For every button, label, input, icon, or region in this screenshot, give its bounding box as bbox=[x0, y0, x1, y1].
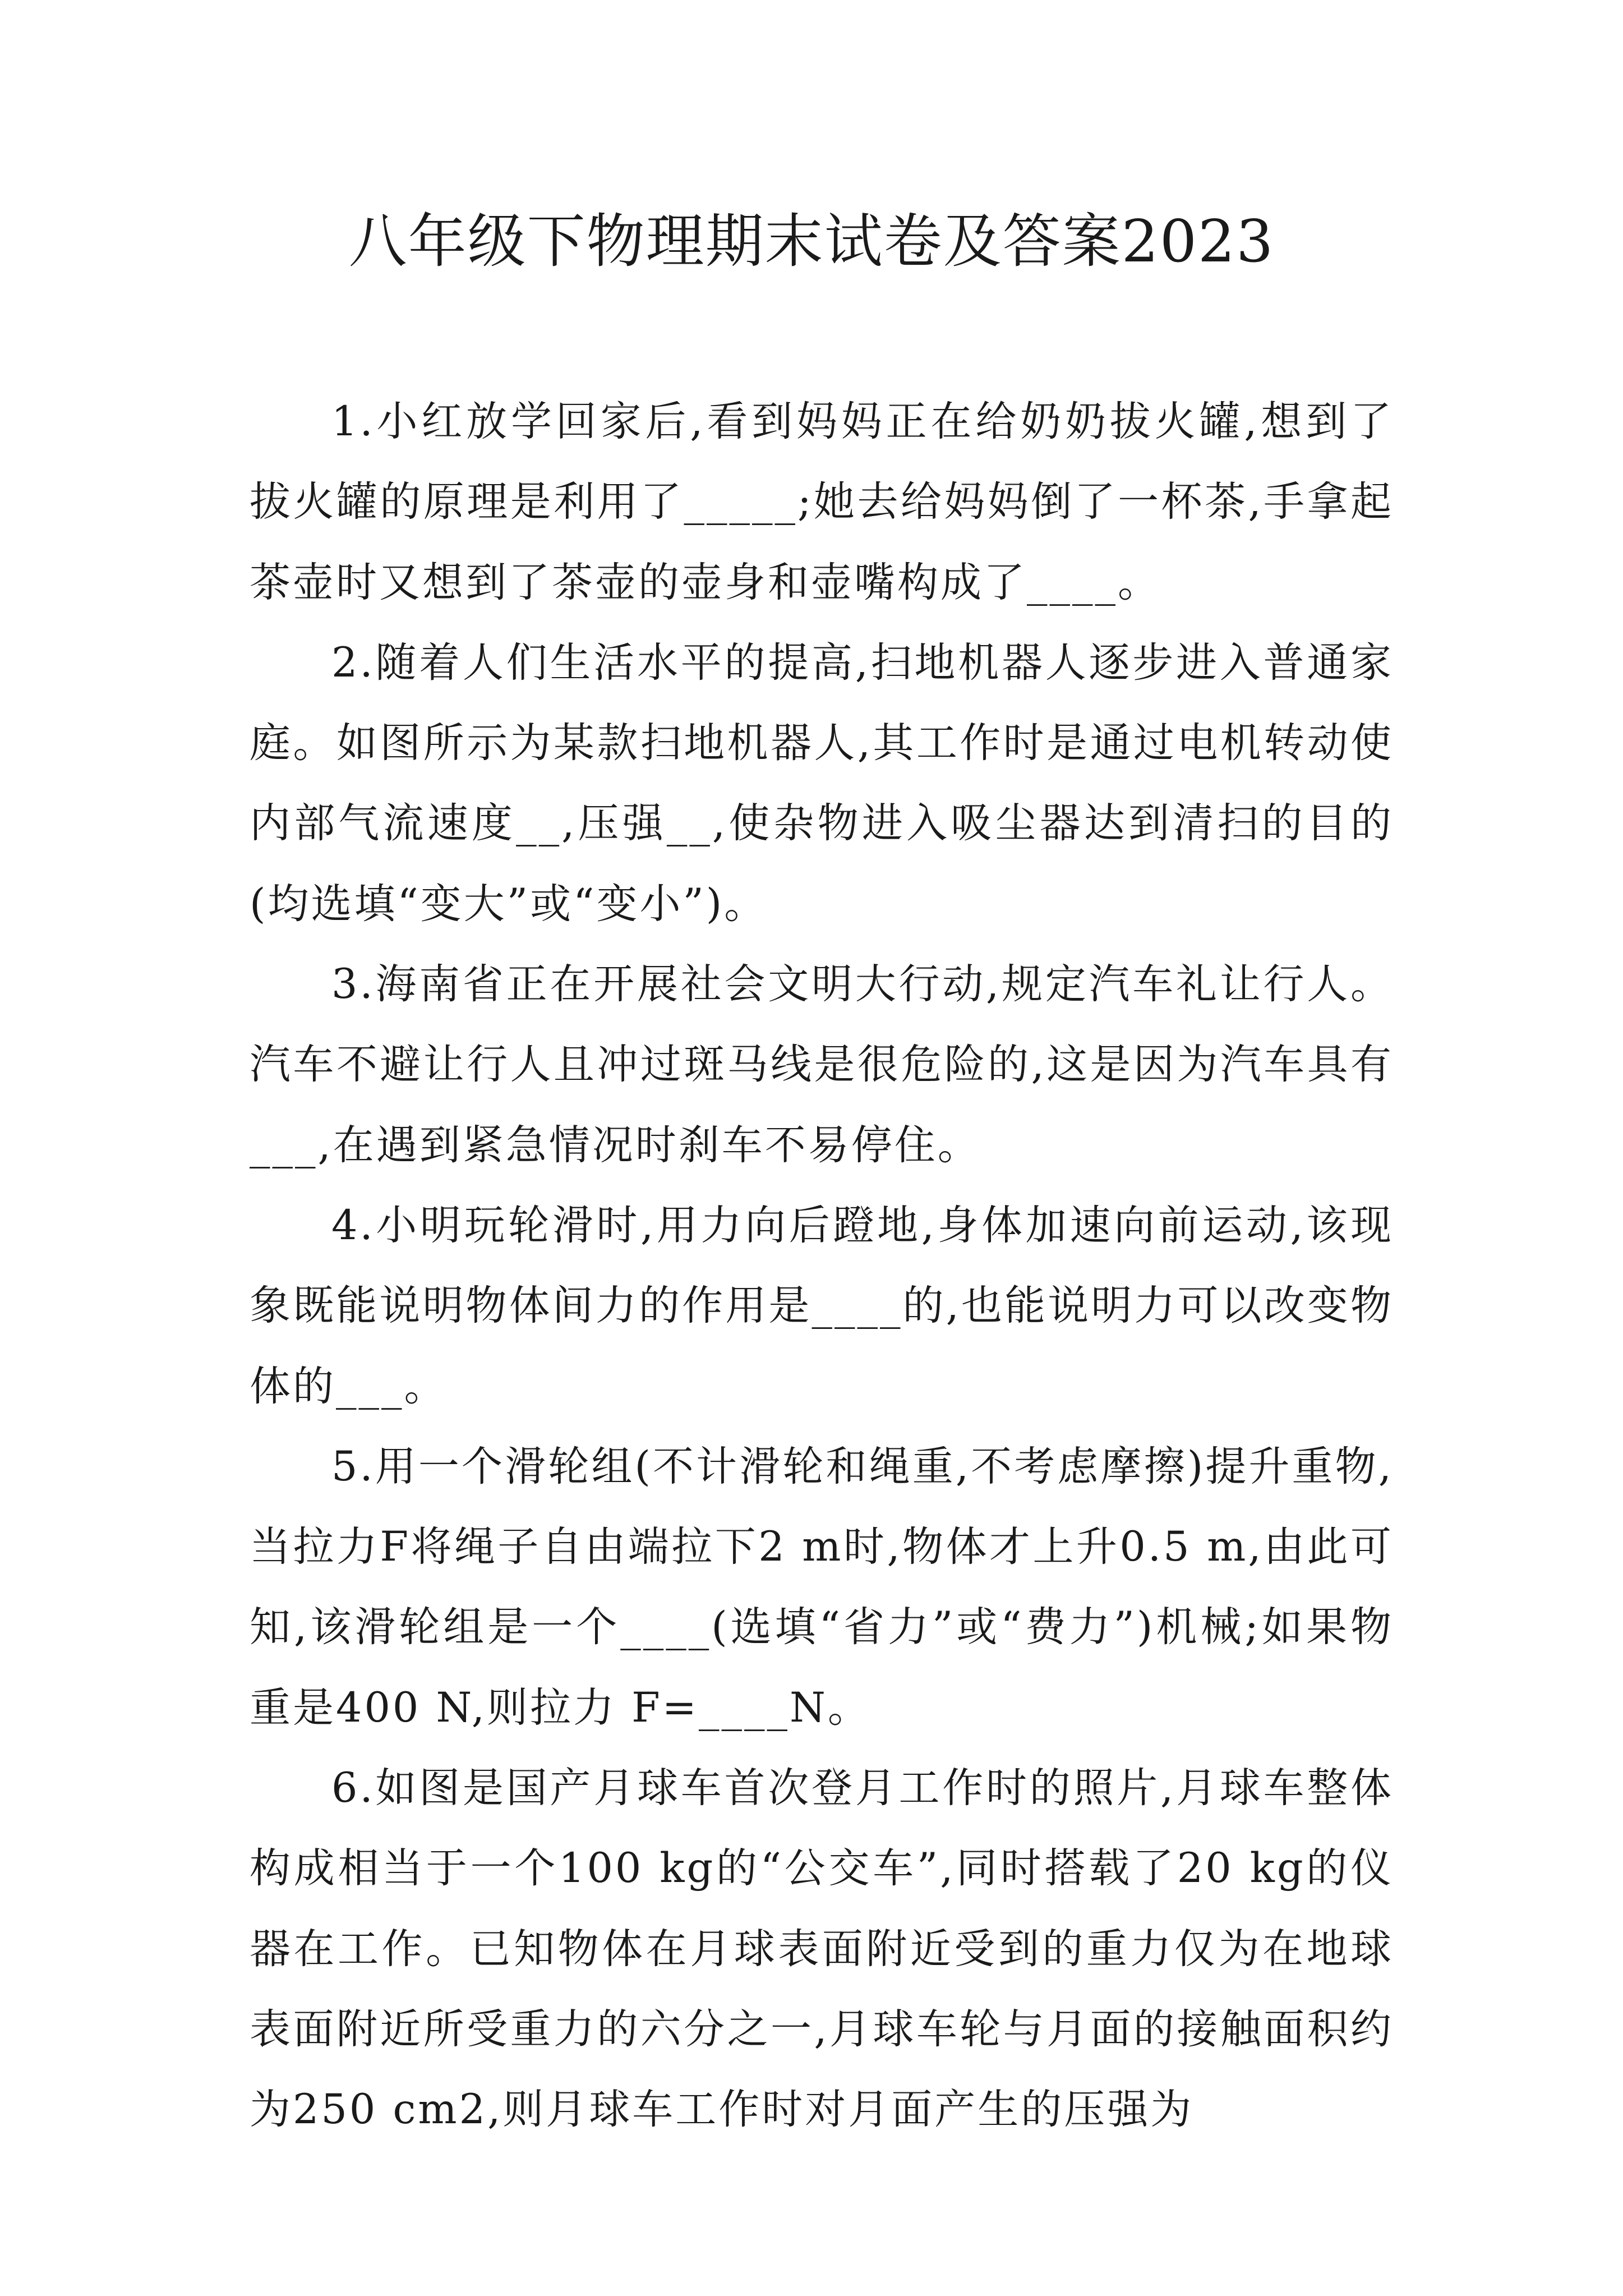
question-3: 3.海南省正在开展社会文明大行动,规定汽车礼让行人。汽车不避让行人且冲过斑马线是很危险的,这是因为汽车具有___,在遇到紧急情况时刹车不易停住。 bbox=[250, 960, 1394, 1169]
question-2: 2.随着人们生活水平的提高,扫地机器人逐步进入普通家庭。如图所示为某款扫地机器人,其工作时是通过电机转动使内部气流速度__,压强__,使杂物进入吸尘器达到清扫的目的(均选填“变大”或“变小”)。 bbox=[250, 638, 1394, 928]
question-6: 6.如图是国产月球车首次登月工作时的照片,月球车整体构成相当于一个100 kg的“公交车”,同时搭载了20 kg的仪器在工作。已知物体在月球表面附近受到的重力仅为在地球表面附近所受重力的六分之一,月球车轮与月面的接触面积约为250 cm2,则月球车工作时对月面产生的压强为 bbox=[250, 1764, 1394, 2134]
document-title: 八年级下物理期末试卷及答案2023 bbox=[348, 207, 1275, 275]
question-5: 5.用一个滑轮组(不计滑轮和绳重,不考虑摩擦)提升重物,当拉力F将绳子自由端拉下2 m时,物体才上升0.5 m,由此可知,该滑轮组是一个____(选填“省力”或“费力”)机械;如果物重是400 N,则拉力 F=____N。 bbox=[250, 1442, 1394, 1732]
document-body bbox=[250, 381, 1394, 2150]
question-1: 1.小红放学回家后,看到妈妈正在给奶奶拔火罐,想到了拔火罐的原理是利用了_____;她去给妈妈倒了一杯茶,手拿起茶壶时又想到了茶壶的壶身和壶嘴构成了____。 bbox=[250, 398, 1394, 606]
question-4: 4.小明玩轮滑时,用力向后蹬地,身体加速向前运动,该现象既能说明物体间力的作用是____的,也能说明力可以改变物体的___。 bbox=[250, 1201, 1394, 1410]
